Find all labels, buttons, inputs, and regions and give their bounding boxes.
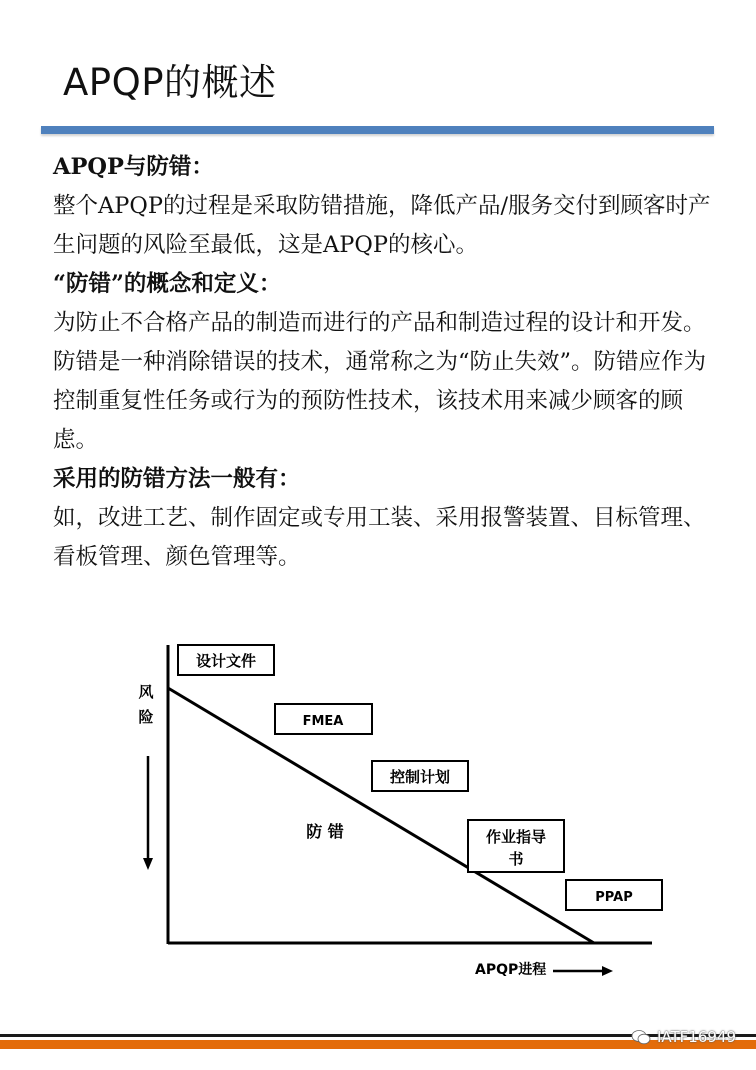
box-fmea-label: FMEA: [302, 714, 344, 729]
watermark-text: IATF16949: [656, 1028, 736, 1046]
watermark: [631, 1028, 736, 1046]
risk-down-arrow-head: [143, 858, 153, 870]
box-ppap: [566, 880, 662, 910]
paragraph-methods: 如，改进工艺、制作固定或专用工装、采用报警装置、目标管理、看板管理、颜色管理等。: [53, 505, 706, 570]
wechat-icon: [631, 1030, 651, 1045]
paragraph-definition: 为防止不合格产品的制造而进行的产品和制造过程的设计和开发。防错是一种消除错误的技术，通常称之为“防止失效”。防错应作为控制重复性任务或行为的预防性技术，该技术用来减少顾客的顾虑。: [53, 310, 707, 453]
y-label-bottom: 险: [138, 708, 154, 726]
box-work-instruction-label-2: 书: [508, 850, 524, 868]
box-control-plan: [372, 761, 468, 791]
heading-methods: 采用的防错方法一般有：: [53, 466, 301, 492]
x-arrow-head: [602, 966, 613, 976]
mistake-proofing-label: 防 错: [306, 822, 344, 841]
box-fmea: [275, 704, 372, 734]
paragraph-apqp-core: 整个APQP的过程是采取防错措施，降低产品/服务交付到顾客时产生问题的风险至最低，这是APQP的核心。: [53, 193, 711, 258]
box-design-document: [178, 645, 274, 675]
heading-definition: “防错”的概念和定义：: [53, 271, 282, 297]
box-ppap-label: PPAP: [595, 890, 633, 905]
box-work-instruction-label-1: 作业指导: [485, 828, 547, 846]
box-control-plan-label: 控制计划: [389, 768, 451, 786]
y-label-top: 风: [138, 683, 154, 701]
box-work-instruction: [468, 820, 564, 872]
box-design-label: 设计文件: [195, 652, 257, 670]
x-axis-label: APQP进程: [475, 962, 547, 978]
page-title: APQP的概述: [63, 61, 277, 104]
heading-apqp-mistake-proofing: APQP与防错：: [53, 154, 214, 180]
risk-decline-line: [168, 688, 594, 943]
